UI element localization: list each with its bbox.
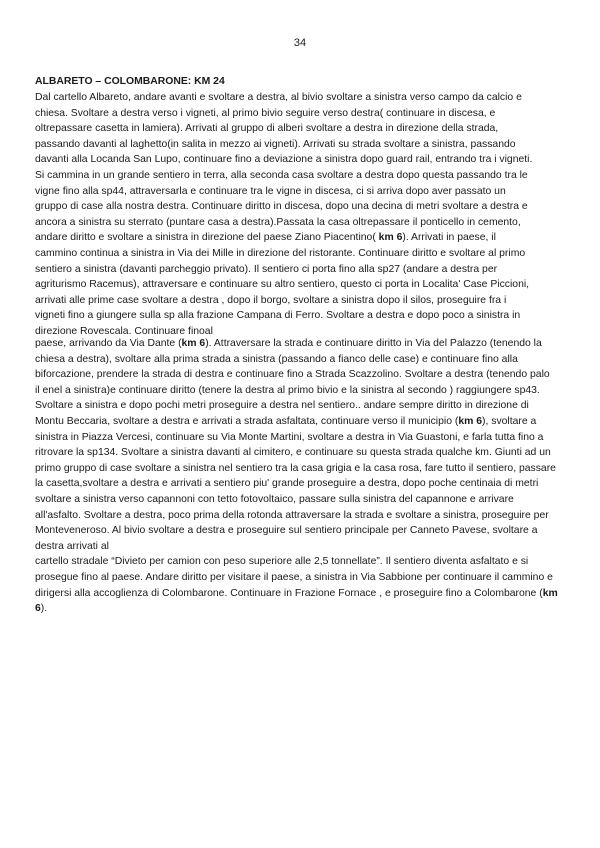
line-text: Montu Beccaria, svoltare a destra e arrivati a strada asfaltata, continuare verso il municipio (	[35, 415, 459, 427]
text-line	[35, 184, 532, 200]
line-text: svoltare a sinistra verso capannoni con tetto fotovoltaico, passare sulla sinistra del capannone e arrivare	[35, 493, 514, 505]
line-text: ritrovare la sp134. Svoltare a sinistra davanti al cimitero, e continuare su questa strada qualche km. Giunti ad un	[35, 447, 551, 459]
text-line	[35, 137, 532, 153]
text-line	[35, 539, 558, 555]
text-line	[35, 492, 558, 508]
text-line	[35, 121, 532, 137]
line-text-after: ). Attraversare la strada e continuare diritto in Via del Palazzo (tenendo la	[205, 338, 542, 349]
distance-marker: 6	[35, 603, 41, 615]
text-line	[35, 461, 558, 477]
line-text: chiesa. Svoltare a destra verso i vigneti, al primo bivio seguire verso destra( continuare in discesa, e	[35, 107, 496, 119]
line-text: destra arrivati al	[35, 540, 109, 552]
line-text: cartello stradale “Divieto per camion con peso superiore alle 2,5 tonnellate”. Il sentiero diventa asfaltato e si	[35, 556, 529, 568]
text-line	[35, 277, 532, 293]
line-text: Monteveneroso. Al bivio svoltare a destra e proseguire sul sentiero principale per Canneto Pavese, svoltare a	[35, 525, 538, 537]
line-text: cammino continua a sinistra in Via dei Mille in direzione del ristorante. Continuare diritto e svoltare al primo	[35, 247, 526, 259]
text-line	[35, 352, 558, 368]
text-line	[35, 523, 558, 539]
text-line	[35, 293, 532, 309]
text-line	[35, 586, 558, 602]
text-line	[35, 445, 558, 461]
text-line	[35, 398, 558, 414]
text-line	[35, 152, 532, 168]
route-paragraph-2	[35, 336, 558, 617]
line-text: sinistra in Piazza Vercesi, continuare su Via Monte Martini, svoltare a destra in Via Guastoni, e farla tutta fino a	[35, 431, 544, 443]
text-line	[35, 570, 558, 586]
text-line	[35, 246, 532, 262]
text-line	[35, 414, 558, 430]
line-text: arrivati alle prime case svoltare a destra , dopo il borgo, svoltare a sinistra dopo il silos, proseguire fra i	[35, 294, 507, 306]
section-title: ALBARETO – COLOMBARONE: KM 24	[35, 76, 225, 87]
line-text: vigneti fino a giungere sulla sp alla frazione Campana di Ferro. Svoltare a destra e dopo poco a sinistra in	[35, 310, 521, 322]
line-text: paese, arrivando da Via Dante (	[35, 338, 182, 349]
text-line	[35, 308, 532, 324]
text-line	[35, 106, 532, 122]
line-text: davanti alla Locanda San Lupo, continuare fino a deviazione a sinistra dopo guard rail, entrando tra i vigneti.	[35, 154, 533, 166]
text-line	[35, 262, 532, 278]
line-text-after: ).	[40, 603, 48, 615]
line-text-after: ), svoltare a	[482, 415, 537, 427]
text-line	[35, 383, 558, 399]
line-text: il enel a sinistra)e continuare diritto (tenere la destra al primo bivio e la sinistra al secondo ) raggiungere sp43.	[35, 384, 540, 396]
line-text: andare diritto e svoltare a sinistra in direzione del paese Ziano Piacentino(	[35, 232, 379, 244]
line-text: oltrepassare casetta in lamiera). Arrivati al gruppo di alberi svoltare a destra in direzione della strada,	[35, 123, 499, 135]
line-text-after: ). Arrivati in paese, il	[402, 232, 496, 244]
distance-marker: km 6	[378, 232, 403, 244]
line-text: dirigersi alla accoglienza di Colombarone. Continuare in Frazione Fornace , e proseguire fino a Colombarone (	[35, 587, 543, 599]
line-text: passando davanti al laghetto(in salita in mezzo ai vigneti). Arrivati su strada svoltare a sinistra, passando	[35, 138, 516, 150]
distance-marker: km 6	[181, 338, 206, 349]
line-text: all'asfalto. Svoltare a destra, poco prima della rotonda attraversare la strada e svoltare a sinistra, proseguire per	[35, 509, 549, 521]
line-text: vigne fino alla sp44, attraversarla e continuare tra le vigne in discesa, ci si arriva dopo aver passato un	[35, 185, 506, 197]
text-line	[35, 90, 532, 106]
route-paragraph-1	[35, 90, 532, 340]
line-text: primo gruppo di case svoltare a sinistra nel sentiero tra la casa grigia e la casa rosa, fare tutto il sentiero, passare	[35, 462, 556, 474]
text-line	[35, 430, 558, 446]
text-line	[35, 230, 532, 246]
line-text: Svoltare a sinistra e dopo pochi metri proseguire a destra nel sentiero.. andare sempre diritto in direzione di	[35, 400, 529, 412]
line-text: Dal cartello Albareto, andare avanti e svoltare a destra, al bivio svoltare a sinistra verso campo da calcio e	[35, 92, 522, 103]
line-text: prosegue fino al paese. Andare diritto per visitare il paese, a sinistra in Via Sabbione per continuare il cammino e	[35, 571, 553, 583]
text-line	[35, 554, 558, 570]
text-line	[35, 508, 558, 524]
line-text: biforcazione, prendere la strada di destra e continuare fino a Strada Scazzolino. Svoltare a destra (tenendo palo	[35, 369, 550, 381]
text-line	[35, 601, 558, 617]
distance-marker: km 6	[458, 415, 483, 427]
line-text: gruppo di case alla nostra destra. Continuare diritto in discesa, dopo una decina di metri svoltare a destra e	[35, 201, 528, 213]
line-text: Si cammina in un grande sentiero in terra, alla seconda casa svoltare a destra dopo questa passando tra le	[35, 169, 528, 181]
line-text: chiesa a destra), svoltare alla prima strada a sinistra (passando a fianco delle case) e continuare fino alla	[35, 353, 518, 365]
distance-marker: km	[542, 587, 558, 599]
line-text: direzione Rovescala. Continuare finoal	[35, 325, 213, 337]
line-text: agriturismo Racemus), attraversare e continuare su altro sentiero, questo ci porta in Localita' Case Piccioni,	[35, 279, 530, 291]
text-line	[35, 199, 532, 215]
text-line	[35, 215, 532, 231]
line-text: sentiero a sinistra (davanti parcheggio privato). Il sentiero ci porta fino alla sp27 (andare a destra per	[35, 263, 498, 275]
line-text: ancora a sinistra su sterrato (puntare casa a destra).Passata la casa oltrepassare il ponticello in cemento,	[35, 216, 521, 228]
text-line	[35, 336, 558, 352]
text-line	[35, 367, 558, 383]
page-number: 34	[293, 37, 307, 49]
text-line	[35, 168, 532, 184]
text-line	[35, 476, 558, 492]
line-text: la casetta,svoltare a destra e arrivati a sentiero piu' grande proseguire a destra, dopo poche centinaia di metri	[35, 478, 539, 490]
